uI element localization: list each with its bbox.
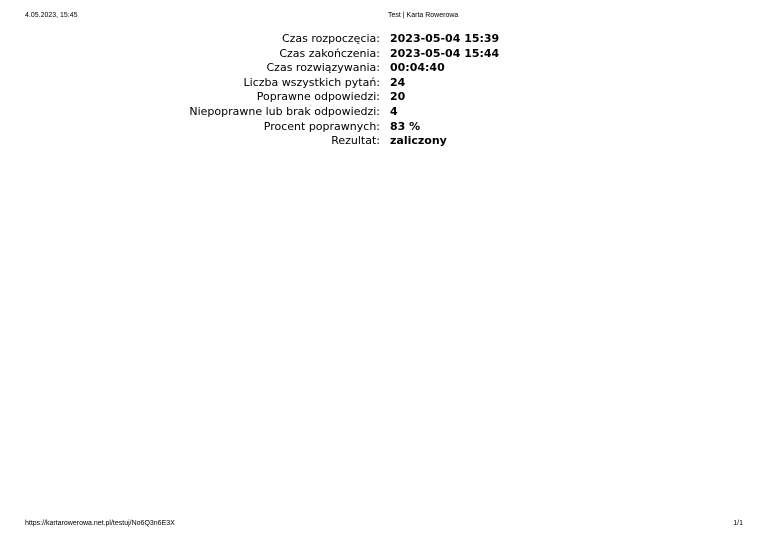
results-row-total-questions [150, 76, 499, 91]
correct-answers-label: Poprawne odpowiedzi: [256, 90, 380, 104]
duration-label: Czas rozwiązywania: [266, 61, 380, 75]
print-header-datetime: 4.05.2023, 15:45 [25, 12, 78, 19]
results-table [150, 32, 499, 149]
percent-correct-value: 83 % [390, 119, 421, 133]
incorrect-answers-value: 4 [390, 104, 398, 118]
total-questions-value: 24 [390, 75, 406, 89]
results-row-incorrect [150, 105, 499, 120]
print-footer-page-number: 1/1 [733, 520, 743, 527]
end-time-label: Czas zakończenia: [279, 46, 380, 60]
print-footer-url: https://kartarowerowa.net.pl/testuj/No6Q3n6E3X [25, 520, 175, 527]
percent-correct-label: Procent poprawnych: [263, 119, 380, 133]
results-row-correct [150, 90, 499, 105]
incorrect-answers-label: Niepoprawne lub brak odpowiedzi: [189, 104, 380, 118]
end-time-value: 2023-05-04 15:44 [390, 46, 500, 60]
results-row-percent [150, 120, 499, 135]
result-label: Rezultat: [331, 134, 380, 148]
results-row-duration [150, 61, 499, 76]
start-time-label: Czas rozpoczęcia: [281, 32, 380, 45]
results-row-result [150, 134, 499, 149]
duration-value: 00:04:40 [390, 61, 445, 75]
total-questions-label: Liczba wszystkich pytań: [243, 75, 380, 89]
print-header-title: Test | Karta Rowerowa [388, 12, 459, 19]
result-value: zaliczony [390, 134, 447, 148]
start-time-value: 2023-05-04 15:39 [390, 32, 500, 45]
results-row-end-time [150, 47, 499, 62]
results-row-start-time [150, 32, 499, 47]
correct-answers-value: 20 [390, 90, 406, 104]
